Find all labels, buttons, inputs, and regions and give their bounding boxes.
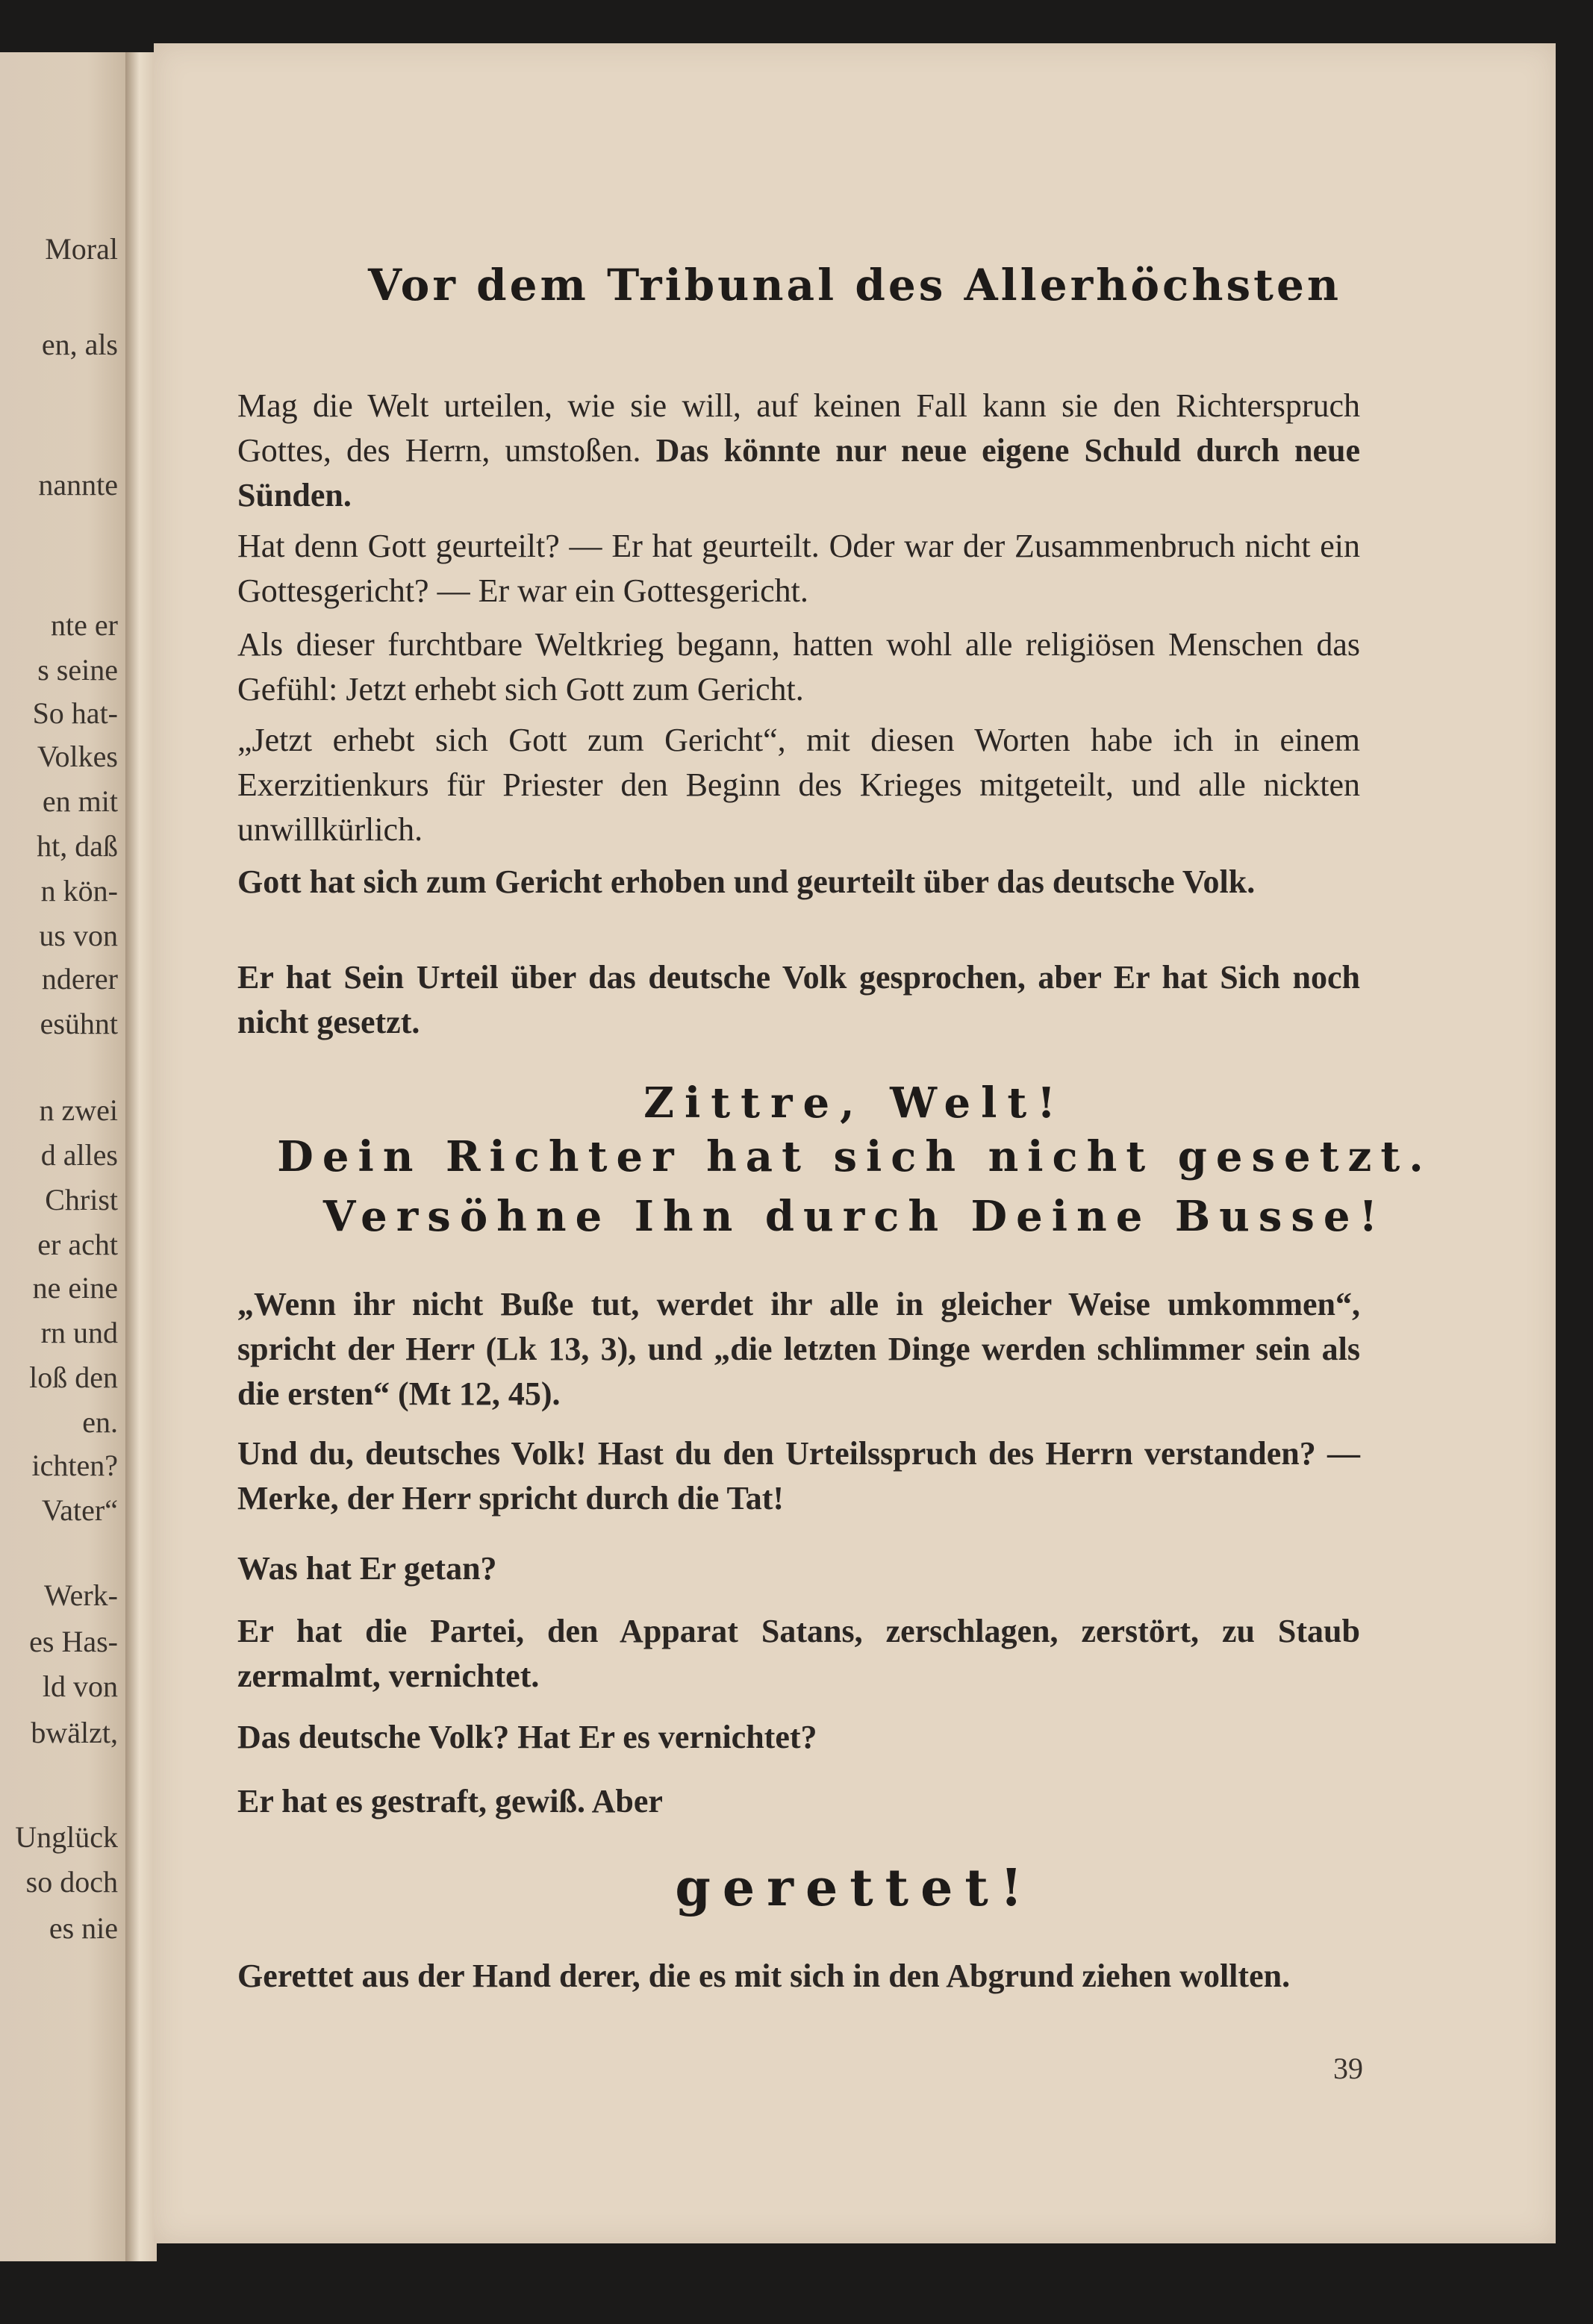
left-page-fragment: s seine: [37, 653, 118, 687]
left-page-fragment: en, als: [41, 328, 118, 361]
left-page-fragment: nannte: [38, 468, 118, 502]
paragraph-1: [237, 384, 1360, 518]
left-page-fragment: ld von: [42, 1669, 118, 1703]
left-page-fragment: ne eine: [32, 1271, 118, 1305]
right-page: [154, 43, 1556, 2243]
left-page-fragment: bwälzt,: [31, 1716, 118, 1749]
emphasis-word: gerettet!: [675, 1858, 1035, 1918]
page-number: 39: [1333, 2052, 1363, 2085]
left-page-fragment: Werk-: [44, 1578, 118, 1612]
paragraph-6: Er hat Sein Urteil über das deutsche Volk gesprochen, aber Er hat Sich noch nicht gesetzt.: [237, 959, 1360, 1040]
left-page-fragment: So hat-: [32, 696, 118, 730]
left-facing-page: [0, 52, 125, 2261]
left-page-fragment: ichten?: [31, 1449, 118, 1482]
paragraph-1-text: Mag die Welt urteilen, wie sie will, auf keinen Fall kann sie den Richterspruch Gottes, des Herrn, umstoßen.: [237, 387, 1360, 469]
left-page-fragment: Moral: [45, 232, 118, 266]
left-page-fragment: so doch: [25, 1865, 118, 1899]
left-page-fragment: rn und: [40, 1316, 118, 1349]
paragraph-13: Gerettet aus der Hand derer, die es mit sich in den Abgrund ziehen wollten.: [237, 1958, 1291, 1994]
left-page-fragment: Unglück: [15, 1820, 118, 1854]
left-page-fragment: nte er: [51, 608, 118, 642]
slogan-line-3: Versöhne Ihn durch Deine Busse!: [322, 1192, 1387, 1241]
paragraph-3: Als dieser furchtbare Weltkrieg begann, hatten wohl alle religiösen Menschen das Gefühl: Jetzt erhebt sich Gott zum Gericht.: [237, 626, 1360, 707]
left-page-fragment: er acht: [37, 1228, 118, 1261]
left-page-fragment: esühnt: [40, 1007, 118, 1040]
paragraph-9: Was hat Er getan?: [237, 1550, 497, 1587]
left-page-fragment: nderer: [41, 962, 118, 996]
left-page-fragment: us von: [39, 919, 118, 952]
left-page-fragment: Volkes: [37, 740, 118, 773]
left-page-fragment: Christ: [45, 1183, 118, 1216]
left-page-fragment: loß den: [29, 1361, 118, 1394]
left-page-fragment: es Has-: [29, 1625, 118, 1658]
slogan-line-1: Zittre, Welt!: [643, 1078, 1066, 1128]
paragraph-10: Er hat die Partei, den Apparat Satans, zerschlagen, zerstört, zu Staub zermalmt, vernichtet.: [237, 1613, 1360, 1694]
book-gutter: [125, 52, 157, 2261]
paragraph-11: Das deutsche Volk? Hat Er es vernichtet?: [237, 1719, 817, 1755]
paragraph-5: Gott hat sich zum Gericht erhoben und geurteilt über das deutsche Volk.: [237, 863, 1256, 900]
left-page-fragment: d alles: [40, 1138, 118, 1172]
paragraph-8: Und du, deutsches Volk! Hast du den Urteilsspruch des Herrn verstanden? — Merke, der Herr spricht durch die Tat!: [237, 1435, 1360, 1516]
left-page-fragment: n kön-: [40, 874, 118, 908]
slogan-line-2: Dein Richter hat sich nicht gesetzt.: [277, 1132, 1433, 1181]
left-page-fragment: en.: [82, 1405, 118, 1439]
left-page-fragment: es nie: [49, 1911, 118, 1945]
paragraph-7: „Wenn ihr nicht Buße tut, werdet ihr alle in gleicher Weise umkommen“, spricht der Herr (Lk 13, 3), und „die letzten Dinge werden schlimmer sein als die ersten“ (Mt 12, 45).: [237, 1286, 1360, 1412]
page-title: Vor dem Tribunal des Allerhöchsten: [367, 260, 1342, 310]
paragraph-12: Er hat es gestraft, gewiß. Aber: [237, 1783, 663, 1819]
paragraph-4: „Jetzt erhebt sich Gott zum Gericht“, mit diesen Worten habe ich in einem Exerzitienkurs für Priester den Beginn des Krieges mitgeteilt, und alle nickten unwillkürlich.: [237, 722, 1360, 848]
paragraph-2: Hat denn Gott geurteilt? — Er hat geurteilt. Oder war der Zusammenbruch nicht ein Gottesgericht? — Er war ein Gottesgericht.: [237, 528, 1360, 609]
left-page-fragment: Vater“: [41, 1493, 118, 1527]
left-page-fragment: ht, daß: [37, 829, 118, 863]
paragraph-1-bold-text: Das könnte nur neue eigene Schuld durch neue Sünden.: [237, 432, 1360, 513]
left-page-fragment: en mit: [42, 784, 118, 818]
left-page-fragment: n zwei: [39, 1093, 118, 1127]
